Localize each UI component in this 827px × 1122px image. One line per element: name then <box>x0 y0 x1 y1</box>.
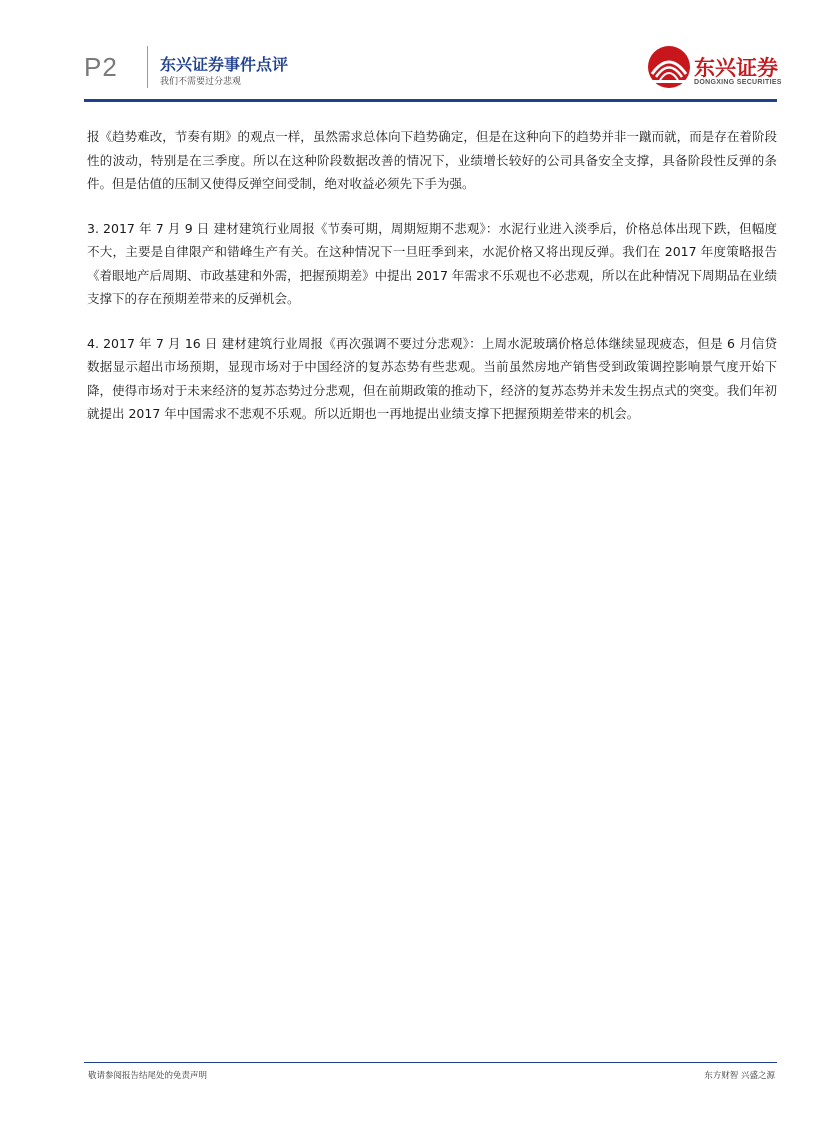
dongxing-logo-icon <box>646 44 692 90</box>
footer-rule <box>84 1062 777 1063</box>
page-number: P2 <box>84 52 118 82</box>
paragraph-2: 3. 2017 年 7 月 9 日 建材建筑行业周报《节奏可期，周期短期不悲观》：水泥行业进入淡季后，价格总体出现下跌，但幅度不大，主要是自律限产和错峰生产有关。在这种情况下一旦旺季到来，水泥价格又将出现反弹。我们在 2017 年度策略报告《着眼地产后周期、市政基建和外需，把握预期差》中提出 2017 年需求不乐观也不必悲观，所以在此种情况下周期品在业绩支撑下的存在预期差带来的反弹机会。 <box>87 220 777 306</box>
paragraph-3: 4. 2017 年 7 月 16 日 建材建筑行业周报《再次强调不要过分悲观》：上周水泥玻璃价格总体继续显现疲态，但是 6 月信贷数据显示超出市场预期，显现市场对于中国经济的复苏态势有些悲观。当前虽然房地产销售受到政策调控影响景气度开始下降，使得市场对于未来经济的复苏态势过分悲观，但在前期政策的推动下，经济的复苏态势并未发生拐点式的突变。我们年初就提出 2017 年中国需求不悲观不乐观。所以近期也一再地提出业绩支撑下把握预期差带来的机会。 <box>87 335 777 421</box>
report-type-title: 东兴证券事件点评 <box>160 55 289 74</box>
report-body <box>87 125 777 447</box>
company-logo <box>646 44 780 94</box>
header-divider <box>147 46 148 88</box>
company-slogan: 东方财智 兴盛之源 <box>704 1071 775 1081</box>
paragraph-1: 报《趋势难改，节奏有期》的观点一样，虽然需求总体向下趋势确定，但是在这种向下的趋势并非一蹴而就，而是存在着阶段性的波动，特别是在三季度。所以在这种阶段数据改善的情况下，业绩增长较好的公司具备安全支撑，具备阶段性反弹的条件。但是估值的压制又使得反弹空间受制，绝对收益必须先下手为强。 <box>87 129 777 191</box>
header-rule <box>84 99 777 102</box>
logo-name-en: DONGXING SECURITIES <box>694 79 782 86</box>
report-subtitle: 我们不需要过分悲观 <box>160 77 242 87</box>
page-header <box>0 0 827 104</box>
disclaimer-note: 敬请参阅报告结尾处的免责声明 <box>88 1071 208 1081</box>
logo-name-cn: 东兴证券 <box>694 56 778 80</box>
